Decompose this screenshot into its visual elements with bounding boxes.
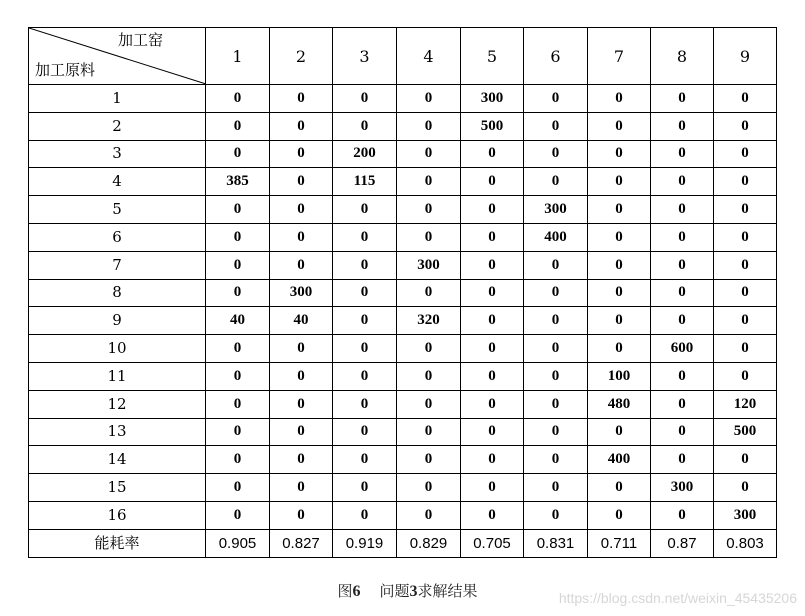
allocation-cell: 0	[714, 307, 777, 335]
allocation-cell: 0	[524, 168, 588, 196]
row-label-material: 6	[29, 223, 206, 251]
result-table-container	[28, 27, 777, 558]
allocation-cell: 0	[651, 168, 714, 196]
allocation-cell: 0	[270, 335, 333, 363]
allocation-cell: 0	[333, 418, 397, 446]
allocation-cell: 400	[588, 446, 651, 474]
allocation-cell: 0	[651, 362, 714, 390]
allocation-cell: 0	[270, 474, 333, 502]
allocation-cell: 0	[397, 362, 461, 390]
allocation-cell: 0	[206, 251, 270, 279]
caption-problem-number: 3	[409, 583, 418, 600]
row-label-material: 16	[29, 501, 206, 529]
energy-rate-cell: 0.87	[651, 529, 714, 557]
allocation-cell: 0	[397, 474, 461, 502]
table-row	[29, 85, 777, 113]
allocation-cell: 0	[651, 85, 714, 113]
allocation-cell: 0	[524, 362, 588, 390]
allocation-cell: 300	[651, 474, 714, 502]
allocation-cell: 0	[397, 168, 461, 196]
allocation-cell: 600	[651, 335, 714, 363]
allocation-cell: 0	[588, 223, 651, 251]
allocation-cell: 0	[524, 390, 588, 418]
table-row	[29, 418, 777, 446]
allocation-cell: 0	[714, 279, 777, 307]
allocation-cell: 0	[588, 112, 651, 140]
table-row	[29, 362, 777, 390]
allocation-cell: 0	[524, 85, 588, 113]
caption-suffix: 求解结果	[417, 582, 478, 600]
allocation-cell: 120	[714, 390, 777, 418]
column-header-kiln-3: 3	[333, 28, 397, 85]
energy-rate-cell: 0.829	[397, 529, 461, 557]
allocation-cell: 0	[270, 501, 333, 529]
table-row	[29, 251, 777, 279]
allocation-cell: 0	[714, 85, 777, 113]
allocation-cell: 0	[333, 390, 397, 418]
allocation-cell: 0	[206, 501, 270, 529]
row-label-material: 3	[29, 140, 206, 168]
allocation-cell: 0	[397, 196, 461, 224]
allocation-cell: 0	[461, 140, 524, 168]
allocation-cell: 0	[714, 223, 777, 251]
allocation-cell: 0	[270, 85, 333, 113]
allocation-cell: 0	[333, 335, 397, 363]
table-row	[29, 168, 777, 196]
allocation-cell: 0	[461, 474, 524, 502]
energy-rate-label: 能耗率	[29, 529, 206, 557]
column-header-kiln-1: 1	[206, 28, 270, 85]
caption-prefix: 图	[337, 582, 353, 600]
allocation-cell: 0	[206, 335, 270, 363]
allocation-cell: 0	[461, 223, 524, 251]
allocation-cell: 0	[333, 223, 397, 251]
allocation-cell: 0	[333, 474, 397, 502]
allocation-cell: 0	[461, 279, 524, 307]
allocation-cell: 0	[524, 418, 588, 446]
allocation-cell: 0	[714, 168, 777, 196]
allocation-cell: 0	[588, 335, 651, 363]
allocation-cell: 0	[651, 446, 714, 474]
allocation-cell: 115	[333, 168, 397, 196]
allocation-cell: 0	[524, 279, 588, 307]
allocation-cell: 0	[588, 168, 651, 196]
allocation-cell: 0	[714, 335, 777, 363]
allocation-cell: 0	[206, 362, 270, 390]
table-row	[29, 335, 777, 363]
allocation-cell: 0	[206, 85, 270, 113]
allocation-cell: 0	[333, 307, 397, 335]
allocation-cell: 300	[270, 279, 333, 307]
allocation-cell: 0	[714, 196, 777, 224]
allocation-cell: 0	[206, 390, 270, 418]
allocation-cell: 0	[651, 390, 714, 418]
allocation-cell: 0	[206, 418, 270, 446]
allocation-cell: 0	[397, 112, 461, 140]
column-header-kiln-4: 4	[397, 28, 461, 85]
table-row	[29, 140, 777, 168]
allocation-cell: 0	[588, 85, 651, 113]
table-row	[29, 501, 777, 529]
allocation-cell: 0	[206, 223, 270, 251]
allocation-cell: 0	[461, 390, 524, 418]
allocation-cell: 0	[397, 85, 461, 113]
table-row	[29, 446, 777, 474]
column-header-kiln-2: 2	[270, 28, 333, 85]
allocation-cell: 0	[714, 362, 777, 390]
allocation-cell: 0	[333, 446, 397, 474]
table-row	[29, 112, 777, 140]
allocation-cell: 0	[461, 168, 524, 196]
allocation-cell: 0	[270, 446, 333, 474]
energy-rate-cell: 0.803	[714, 529, 777, 557]
header-row	[29, 28, 777, 85]
allocation-cell: 0	[333, 501, 397, 529]
watermark-text: https://blog.csdn.net/weixin_45435206	[558, 590, 797, 606]
allocation-cell: 0	[461, 196, 524, 224]
table-row	[29, 223, 777, 251]
allocation-cell: 0	[524, 501, 588, 529]
allocation-cell: 0	[461, 362, 524, 390]
row-label-material: 13	[29, 418, 206, 446]
allocation-cell: 0	[714, 251, 777, 279]
allocation-cell: 0	[714, 474, 777, 502]
allocation-cell: 480	[588, 390, 651, 418]
allocation-cell: 300	[524, 196, 588, 224]
allocation-cell: 0	[270, 140, 333, 168]
row-label-material: 14	[29, 446, 206, 474]
allocation-cell: 0	[714, 446, 777, 474]
allocation-cell: 0	[651, 501, 714, 529]
allocation-cell: 0	[461, 307, 524, 335]
allocation-cell: 0	[588, 307, 651, 335]
allocation-cell: 0	[397, 390, 461, 418]
allocation-cell: 500	[714, 418, 777, 446]
result-table	[28, 27, 777, 558]
allocation-cell: 0	[397, 501, 461, 529]
allocation-cell: 0	[333, 279, 397, 307]
allocation-cell: 300	[461, 85, 524, 113]
table-row	[29, 279, 777, 307]
allocation-cell: 0	[651, 418, 714, 446]
allocation-cell: 0	[270, 362, 333, 390]
row-label-material: 15	[29, 474, 206, 502]
allocation-cell: 0	[524, 112, 588, 140]
allocation-cell: 0	[461, 251, 524, 279]
allocation-cell: 0	[333, 251, 397, 279]
allocation-cell: 0	[397, 140, 461, 168]
allocation-cell: 0	[270, 168, 333, 196]
allocation-cell: 0	[524, 446, 588, 474]
allocation-cell: 0	[524, 474, 588, 502]
allocation-cell: 0	[588, 279, 651, 307]
allocation-cell: 100	[588, 362, 651, 390]
allocation-cell: 0	[397, 335, 461, 363]
allocation-cell: 0	[397, 446, 461, 474]
caption-middle: 问题	[379, 582, 410, 600]
allocation-cell: 0	[206, 112, 270, 140]
table-row	[29, 474, 777, 502]
column-header-kiln-6: 6	[524, 28, 588, 85]
allocation-cell: 200	[333, 140, 397, 168]
energy-rate-cell: 0.705	[461, 529, 524, 557]
allocation-cell: 40	[270, 307, 333, 335]
energy-rate-cell: 0.905	[206, 529, 270, 557]
table-body	[29, 28, 777, 558]
row-label-material: 11	[29, 362, 206, 390]
corner-material-label: 加工原料	[35, 61, 96, 79]
allocation-cell: 0	[206, 446, 270, 474]
allocation-cell: 0	[588, 418, 651, 446]
allocation-cell: 0	[270, 223, 333, 251]
allocation-cell: 0	[714, 112, 777, 140]
energy-rate-cell: 0.827	[270, 529, 333, 557]
allocation-cell: 0	[461, 335, 524, 363]
allocation-cell: 0	[333, 196, 397, 224]
allocation-cell: 0	[651, 223, 714, 251]
row-label-material: 9	[29, 307, 206, 335]
allocation-cell: 0	[651, 279, 714, 307]
allocation-cell: 0	[588, 140, 651, 168]
allocation-cell: 0	[270, 390, 333, 418]
allocation-cell: 0	[333, 362, 397, 390]
allocation-cell: 0	[651, 307, 714, 335]
allocation-cell: 0	[651, 251, 714, 279]
allocation-cell: 0	[588, 501, 651, 529]
row-label-material: 8	[29, 279, 206, 307]
table-row	[29, 307, 777, 335]
row-label-material: 4	[29, 168, 206, 196]
allocation-cell: 0	[588, 251, 651, 279]
energy-rate-cell: 0.831	[524, 529, 588, 557]
table-row	[29, 196, 777, 224]
allocation-cell: 0	[206, 140, 270, 168]
energy-rate-cell: 0.919	[333, 529, 397, 557]
allocation-cell: 320	[397, 307, 461, 335]
allocation-cell: 0	[588, 196, 651, 224]
allocation-cell: 0	[206, 474, 270, 502]
row-label-material: 1	[29, 85, 206, 113]
allocation-cell: 0	[588, 474, 651, 502]
allocation-cell: 0	[397, 418, 461, 446]
allocation-cell: 0	[206, 279, 270, 307]
allocation-cell: 0	[524, 140, 588, 168]
allocation-cell: 40	[206, 307, 270, 335]
allocation-cell: 0	[524, 307, 588, 335]
row-label-material: 10	[29, 335, 206, 363]
corner-header-cell	[29, 28, 206, 85]
allocation-cell: 0	[270, 112, 333, 140]
allocation-cell: 0	[714, 140, 777, 168]
column-header-kiln-8: 8	[651, 28, 714, 85]
allocation-cell: 400	[524, 223, 588, 251]
allocation-cell: 385	[206, 168, 270, 196]
energy-rate-row	[29, 529, 777, 557]
allocation-cell: 300	[397, 251, 461, 279]
allocation-cell: 0	[397, 279, 461, 307]
row-label-material: 7	[29, 251, 206, 279]
row-label-material: 12	[29, 390, 206, 418]
row-label-material: 2	[29, 112, 206, 140]
allocation-cell: 0	[651, 196, 714, 224]
allocation-cell: 0	[461, 501, 524, 529]
allocation-cell: 300	[714, 501, 777, 529]
allocation-cell: 0	[206, 196, 270, 224]
row-label-material: 5	[29, 196, 206, 224]
allocation-cell: 0	[651, 112, 714, 140]
table-row	[29, 390, 777, 418]
allocation-cell: 0	[524, 335, 588, 363]
allocation-cell: 0	[270, 196, 333, 224]
column-header-kiln-5: 5	[461, 28, 524, 85]
allocation-cell: 500	[461, 112, 524, 140]
allocation-cell: 0	[270, 251, 333, 279]
energy-rate-cell: 0.711	[588, 529, 651, 557]
allocation-cell: 0	[461, 446, 524, 474]
allocation-cell: 0	[270, 418, 333, 446]
allocation-cell: 0	[461, 418, 524, 446]
allocation-cell: 0	[333, 85, 397, 113]
column-header-kiln-7: 7	[588, 28, 651, 85]
allocation-cell: 0	[333, 112, 397, 140]
caption-figure-number: 6	[352, 583, 361, 600]
corner-kiln-label: 加工窑	[117, 31, 163, 49]
allocation-cell: 0	[651, 140, 714, 168]
allocation-cell: 0	[397, 223, 461, 251]
column-header-kiln-9: 9	[714, 28, 777, 85]
allocation-cell: 0	[524, 251, 588, 279]
